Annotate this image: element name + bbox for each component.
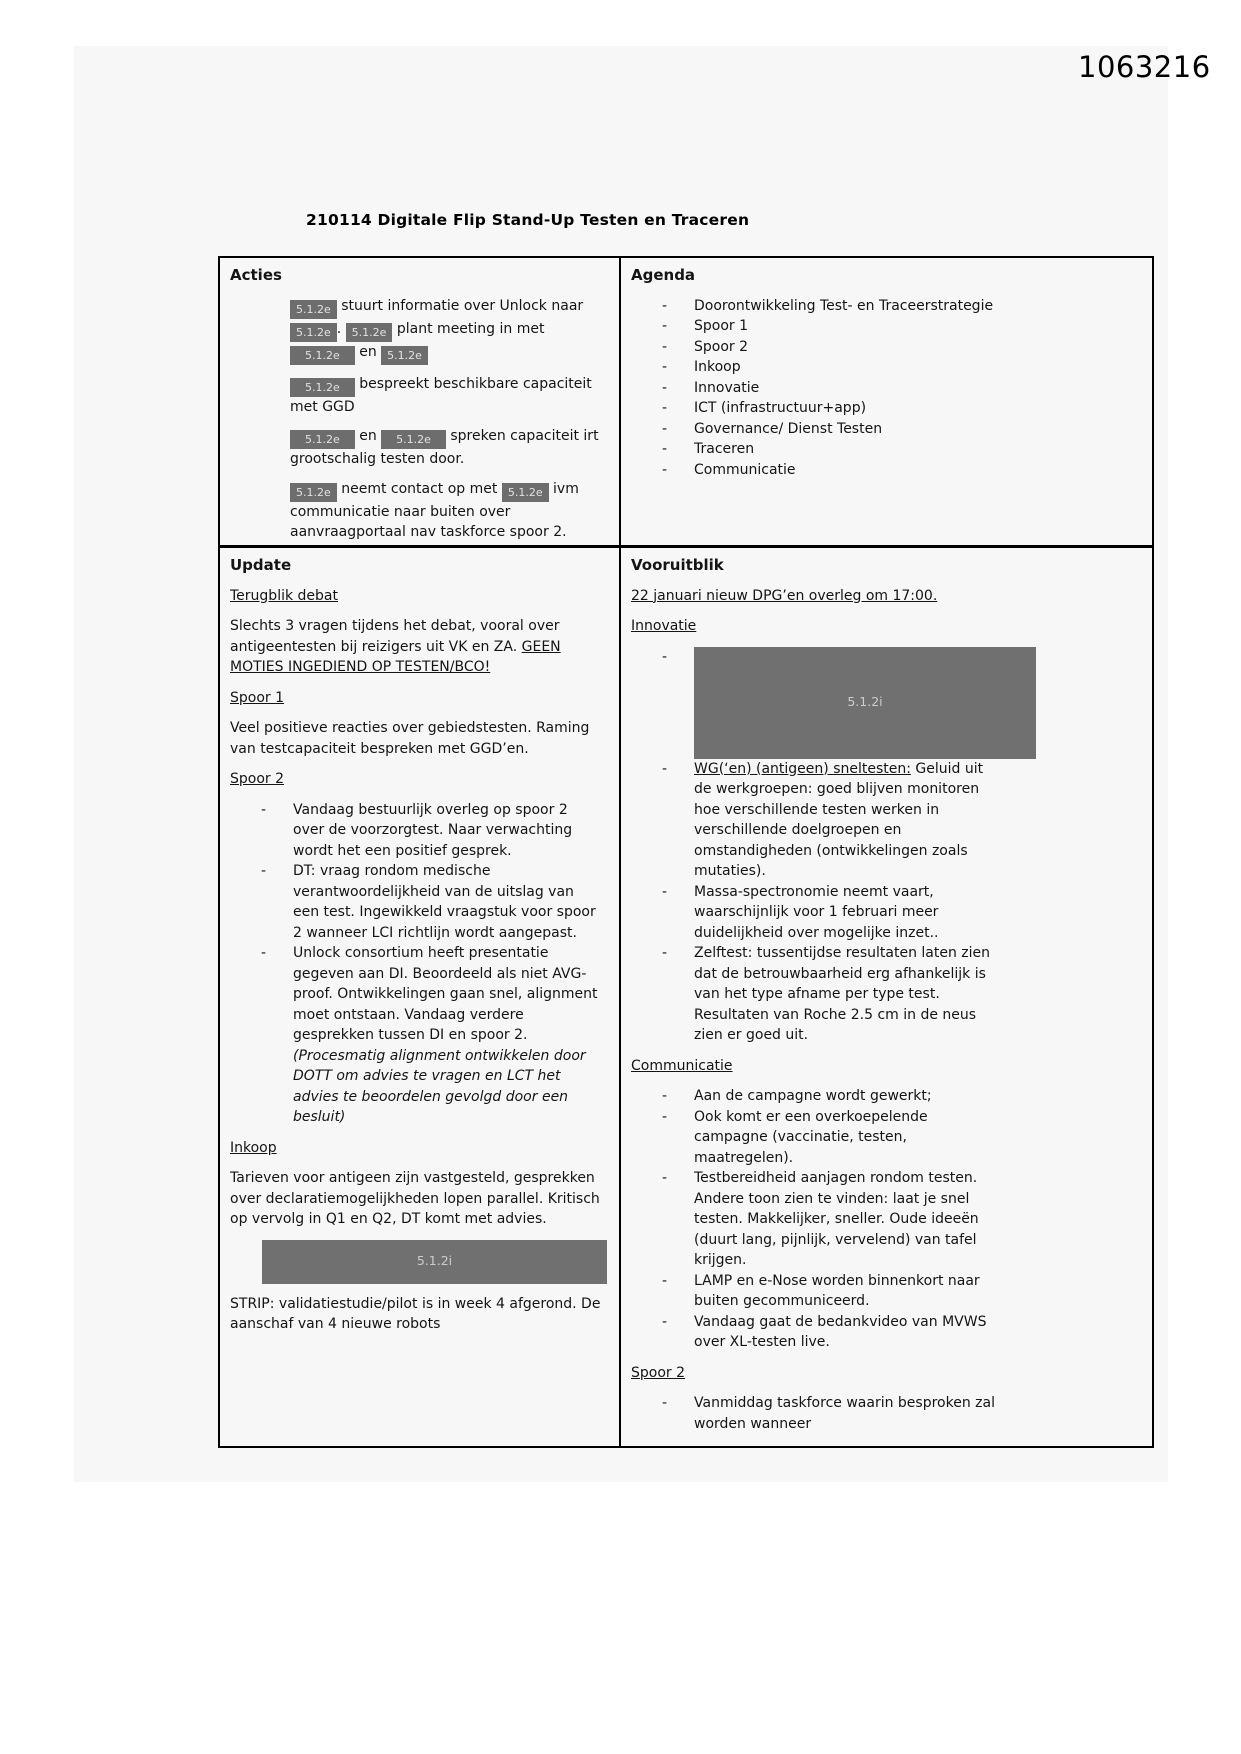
redaction-box: 5.1.2e [290,378,355,397]
bullet-item [631,1271,999,1312]
bullet-item [631,1107,999,1169]
text-segment: Ook komt er een overkoepelende campagne (vaccinatie, testen, maatregelen). [694,1108,928,1166]
agenda-header: Agenda [631,266,696,284]
bullet-item [631,647,1062,759]
agenda-cell [621,258,1152,548]
text-segment: bespreekt beschikbare capaciteit met GGD [290,375,592,415]
text-segment: Slechts 3 vragen tijdens het debat, vooral over antigeentesten bij reizigers uit VK en ZA. [230,618,560,655]
spoor2-list [230,800,609,1128]
text-segment: en [354,343,382,360]
italic-text: (Procesmatig alignment ontwikkelen door DOTT om advies te vragen en LCT het advies te beoordelen gevolgd door een besluit) [293,1047,586,1125]
redaction-block: 5.1.2i [262,1240,607,1284]
agenda-item: - Innovatie [631,378,1062,399]
acties-header: Acties [230,266,282,284]
text-segment: Vandaag gaat de bedankvideo van MVWS over XL-testen live. [694,1313,987,1350]
document-number: 1063216 [1078,50,1211,84]
acties-cell [220,258,621,548]
redaction-box: 5.1.2e [381,430,446,449]
redaction-block: - 5.1.2i [694,647,1036,759]
text-segment: . [336,320,346,337]
meeting-notes-table [218,256,1154,1448]
innovatie-list [631,647,1142,1046]
acties-paragraph-2 [290,374,602,418]
text-segment: LAMP en e-Nose worden binnenkort naar buiten gecommuniceerd. [694,1272,980,1309]
bullet-item [631,882,999,944]
heading-terugblik-debat: Terugblik debat [230,587,338,604]
bullet-item [631,1168,999,1271]
redaction-box: 5.1.2e [290,323,337,342]
agenda-item: - Doorontwikkeling Test- en Traceerstrategie [631,296,1062,317]
vooruitblik-cell [621,548,1152,1446]
acties-paragraph-3 [290,426,602,470]
text-segment: stuurt informatie over Unlock naar [336,297,584,314]
redaction-box: 5.1.2e [290,300,337,319]
bullet-item [631,1312,999,1353]
vooruitblik-spoor2-list [631,1393,1142,1434]
heading-inkoop: Inkoop [230,1139,277,1156]
agenda-item: - Traceren [631,439,1062,460]
text-segment: Geluid uit de werkgroepen: goed blijven monitoren hoe verschillende testen werken in verschillende doelgroepen en omstandigheden (ontwikkelingen zoals mutaties). [694,760,984,879]
text-segment: Testbereidheid aanjagen rondom testen. Andere toon zien te vinden: laat je snel testen. Makkelijker, sneller. Oude ideeën (duurt lang, pijnlijk, vervelend) van tafel krijgen. [694,1170,979,1268]
vooruitblik-lead: 22 januari nieuw DPG’en overleg om 17:00. [631,587,938,604]
vooruitblik-header: Vooruitblik [631,556,724,574]
redaction-box: 5.1.2e [290,483,337,502]
acties-paragraph-1 [290,296,602,365]
underlined-text: GEEN MOTIES INGEDIEND OP TESTEN/BCO! [230,638,561,675]
communicatie-list [631,1086,1142,1353]
heading-communicatie: Communicatie [631,1057,733,1074]
redaction-box: 5.1.2e [381,346,428,365]
bullet-item [230,800,603,862]
agenda-item: - Spoor 2 [631,337,1062,358]
underlined-text: WG(‘en) (antigeen) sneltesten: [694,760,911,777]
bullet-item [230,861,603,943]
bullet-item [631,1393,999,1434]
agenda-item: - Governance/ Dienst Testen [631,419,1062,440]
bullet-item [631,759,999,882]
spoor1-paragraph: Veel positieve reacties over gebiedstesten. Raming van testcapaciteit bespreken met GGD’en. [230,720,590,757]
text-segment: Vandaag bestuurlijk overleg op spoor 2 over de voorzorgtest. Naar verwachting wordt het een positief gesprek. [293,801,573,859]
inkoop-paragraph: Tarieven voor antigeen zijn vastgesteld, gesprekken over declaratiemogelijkheden lopen parallel. Kritisch op vervolg in Q1 en Q2, DT komt met advies. [230,1170,600,1227]
redaction-box: 5.1.2e [290,346,355,365]
heading-vooruitblik-spoor-2: Spoor 2 [631,1364,686,1381]
heading-spoor-2: Spoor 2 [230,771,285,787]
text-segment: neemt contact op met [336,480,502,497]
text-segment: ivm communicatie naar buiten over aanvraagportaal nav taskforce spoor 2. [290,480,579,540]
agenda-list [631,296,1142,481]
text-segment: plant meeting in met [392,320,545,337]
bullet-item [230,943,603,1128]
redaction-box: 5.1.2e [346,323,393,342]
bullet-item [631,1086,999,1107]
heading-spoor-1: Spoor 1 [230,689,285,706]
bullet-item [631,943,999,1046]
agenda-item: - ICT (infrastructuur+app) [631,398,1062,419]
text-segment: Massa-spectronomie neemt vaart, waarschijnlijk voor 1 februari meer duidelijkheid over mogelijke inzet.. [694,883,939,941]
text-segment: en [354,428,382,444]
agenda-item: - Communicatie [631,460,1062,481]
redaction-box: 5.1.2e [290,430,355,449]
agenda-item: - Spoor 1 [631,316,1062,337]
agenda-item: - Inkoop [631,357,1062,378]
text-segment: Aan de campagne wordt gewerkt; [694,1088,932,1104]
terugblik-paragraph [230,616,609,678]
heading-innovatie: Innovatie [631,618,697,634]
redaction-box: 5.1.2e [502,483,549,502]
update-cell [220,548,621,1446]
text-segment: Zelftest: tussentijdse resultaten laten zien dat de betrouwbaarheid erg afhankelijk is van het type afname per type test. Resultaten van Roche 2.5 cm in de neus zien er goed uit. [694,945,991,1043]
document-title: 210114 Digitale Flip Stand-Up Testen en Traceren [306,211,750,229]
text-segment: spreken capaciteit irt grootschalig testen door. [290,428,599,467]
strip-paragraph: STRIP: validatiestudie/pilot is in week 4 afgerond. De aanschaf van 4 nieuwe robots [230,1295,601,1332]
text-segment: DT: vraag rondom medische verantwoordelijkheid van de uitslag van een test. Ingewikkeld vraagstuk voor spoor 2 wanneer LCI richtlijn wordt aangepast. [293,863,596,941]
text-segment: Vanmiddag taskforce waarin besproken zal worden wanneer [694,1395,995,1432]
update-header: Update [230,556,292,574]
text-segment: Unlock consortium heeft presentatie gegeven aan DI. Beoordeeld als niet AVG-proof. Ontwikkelingen gaan snel, alignment moet ontstaan. Vandaag verdere gesprekken tussen DI en spoor 2. [293,945,598,1043]
acties-paragraph-4 [290,479,602,543]
